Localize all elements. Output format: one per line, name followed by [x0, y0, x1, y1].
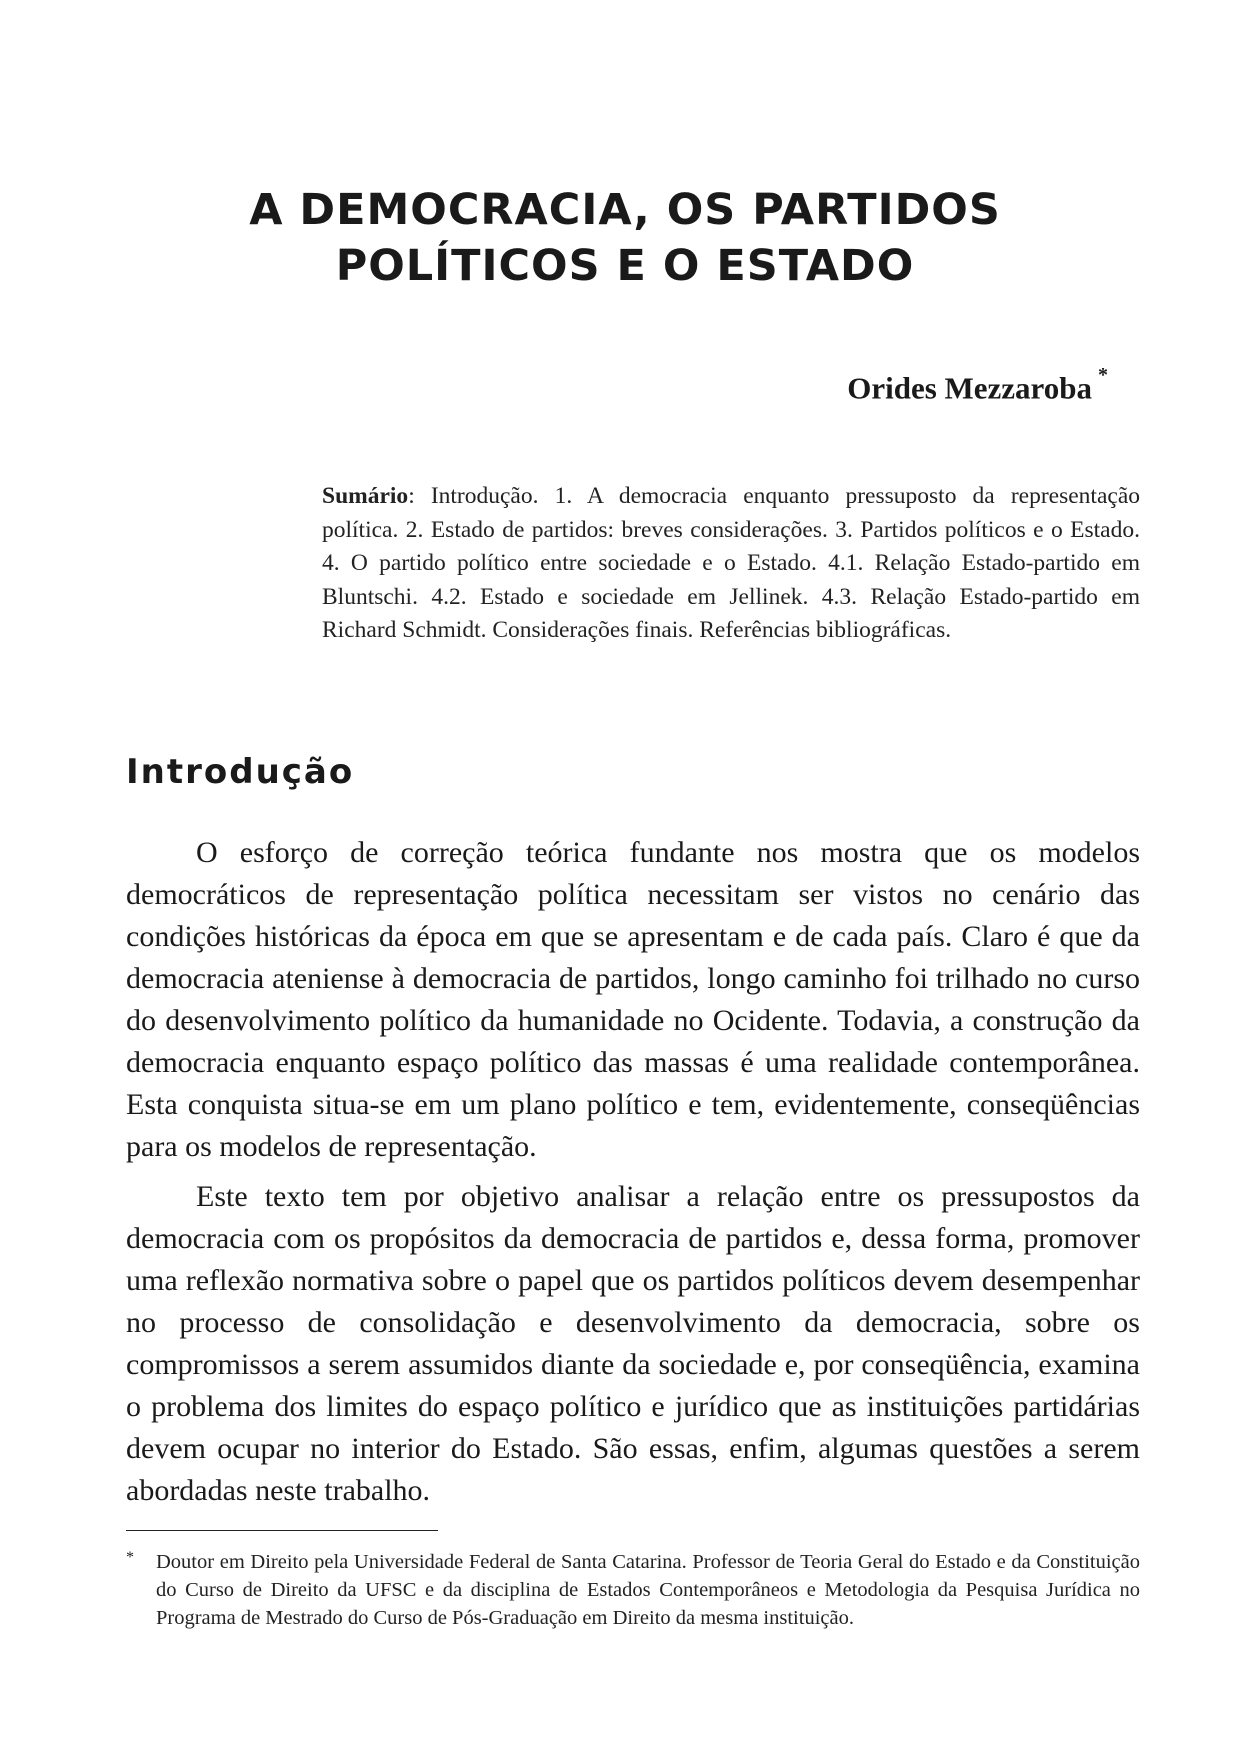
footnote-mark: *	[126, 1549, 134, 1566]
summary-label: Sumário	[322, 483, 409, 509]
paragraph: O esforço de correção teórica fundante nos mostra que os modelos democráticos de representação política necessitam ser vistos no cenário das condições históricas da época em que se apresentam e de cada país. Claro é que da democracia ateniense à democracia de partidos, longo caminho foi trilhado no curso do desenvolvimento político da humanidade no Ocidente. Todavia, a construção da democracia enquanto espaço político das massas é uma realidade contemporânea. Esta conquista situa-se em um plano político e tem, evidentemente, conseqüências para os modelos de representação.	[126, 836, 1140, 1163]
footnote-divider	[126, 1530, 438, 1531]
title-line-1: A DEMOCRACIA, OS PARTIDOS	[249, 185, 1001, 235]
article-title	[0, 182, 1250, 294]
author-footnote-mark[interactable]: *	[1098, 364, 1108, 386]
summary-block	[322, 480, 1140, 648]
author-byline	[847, 364, 1108, 406]
footnote-text: Doutor em Direito pela Universidade Federal de Santa Catarina. Professor de Teoria Geral do Estado e da Constituição do Curso de Direito da UFSC e da disciplina de Estados Contemporâneos e Metodologia da Pesquisa Jurídica no Programa de Mestrado do Curso de Pós-Graduação em Direito da mesma instituição.	[156, 1551, 1140, 1629]
section-body	[126, 832, 1140, 1520]
footnote	[126, 1548, 1140, 1632]
summary-text: : Introdução. 1. A democracia enquanto pressuposto da representação política. 2. Estado de partidos: breves considerações. 3. Partidos políticos e o Estado. 4. O partido político entre sociedade e o Estado. 4.1. Relação Estado-partido em Bluntschi. 4.2. Estado e sociedade em Jellinek. 4.3. Relação Estado-partido em Richard Schmidt. Considerações finais. Referências bibliográficas.	[322, 483, 1140, 643]
section-heading: Introdução	[126, 752, 355, 792]
author-name: Orides Mezzaroba	[847, 370, 1092, 406]
title-line-2: POLÍTICOS E O ESTADO	[335, 241, 915, 291]
paragraph: Este texto tem por objetivo analisar a relação entre os pressupostos da democracia com os propósitos da democracia de partidos e, dessa forma, promover uma reflexão normativa sobre o papel que os partidos políticos devem desempenhar no processo de consolidação e desenvolvimento da democracia, sobre os compromissos a serem assumidos diante da sociedade e, por conseqüência, examina o problema dos limites do espaço político e jurídico que as instituições partidárias devem ocupar no interior do Estado. São essas, enfim, algumas questões a serem abordadas neste trabalho.	[126, 1180, 1140, 1507]
